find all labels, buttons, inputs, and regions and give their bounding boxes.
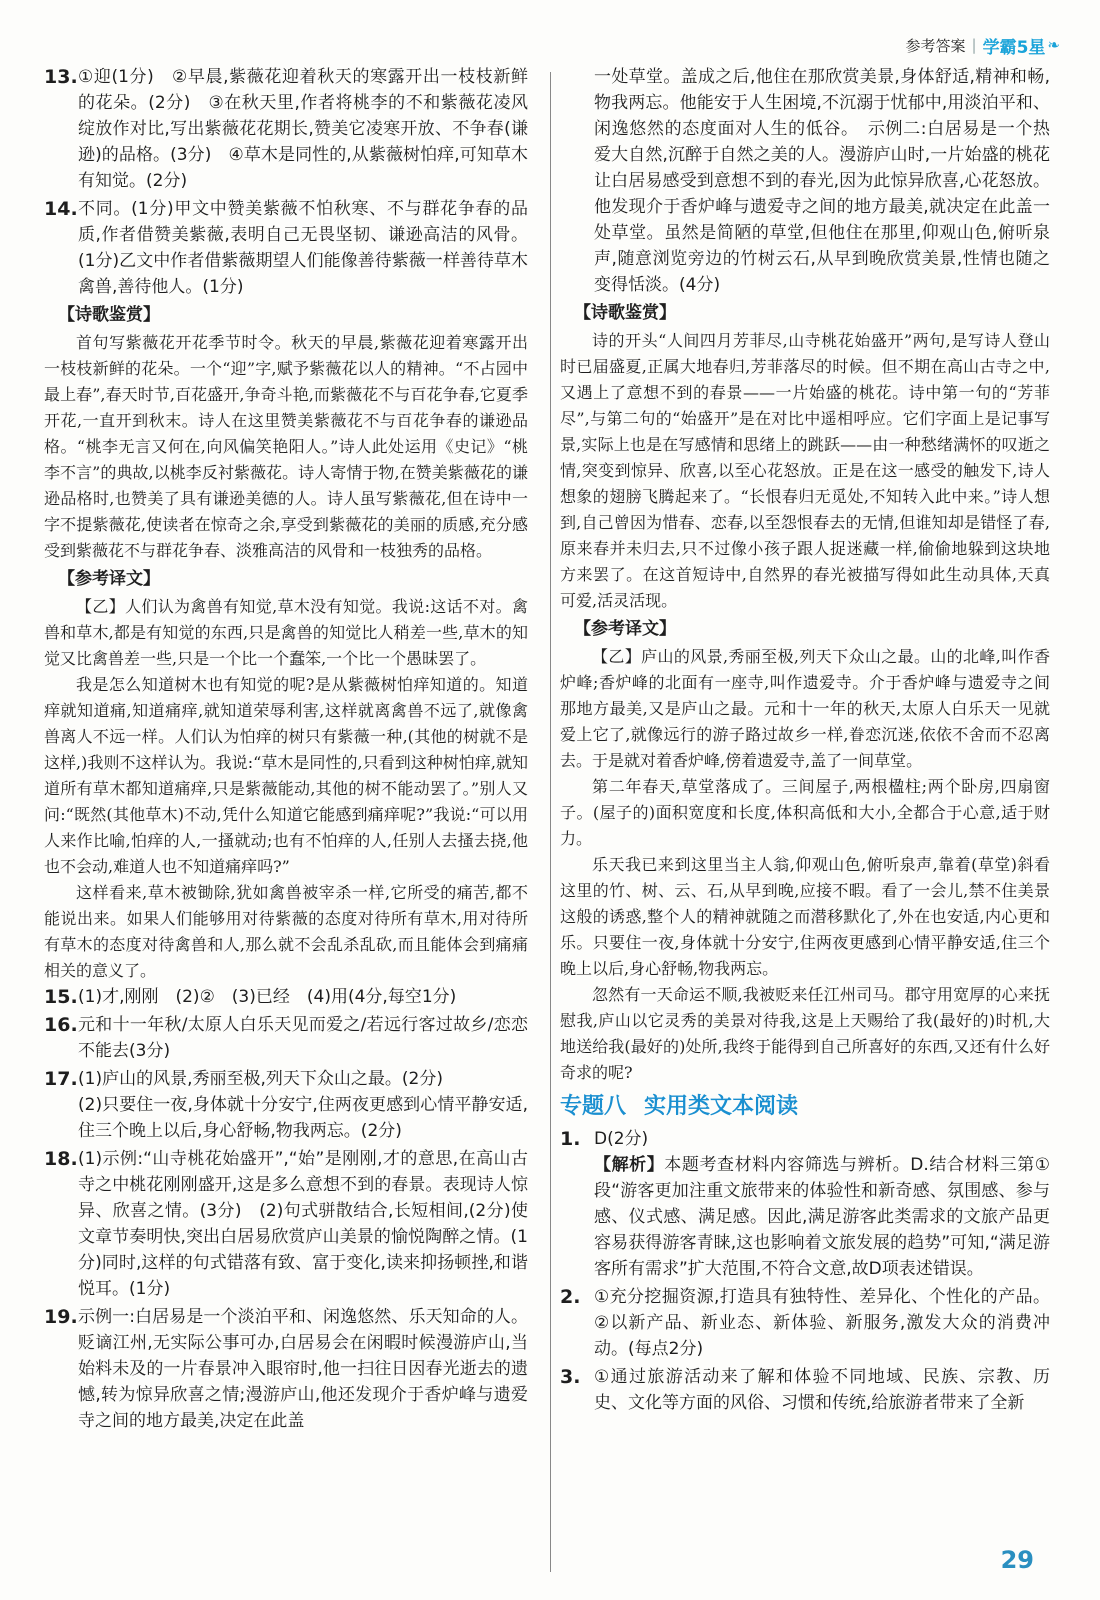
- question-number: 16.: [44, 1014, 78, 1036]
- answer-text: ①通过旅游活动来了解和体验不同地域、民族、宗教、历史、文化等方面的风俗、习惯和传统,给旅游者带来了全新: [594, 1367, 1050, 1413]
- poem-appreciation: [560, 328, 1050, 614]
- answer-text: 一处草堂。盖成之后,他住在那欣赏美景,身体舒适,精神和畅,物我两忘。他能安于人生困境,不沉溺于忧郁中,用淡泊平和、闲逸悠然的态度面对人生的低谷。 示例二:白居易是一个热爱大自然,沉醉于自然之美的人。漫游庐山时,一片始盛的桃花让白居易感受到意想不到的春光,因为此惊异欣喜,心花怒放。他发现介于香炉峰与遗爱寺之间的地方最美,就决定在此盖一处草堂。虽然是简陋的草堂,但他住在那里,仰观山色,俯听泉声,随意浏览旁边的竹树云石,从早到晚欣赏美景,性情也随之变得恬淡。(4分): [594, 67, 1050, 295]
- section-title-translation: 【参考译文】: [574, 619, 676, 639]
- question-number: 1.: [560, 1128, 581, 1150]
- answer-18: [44, 1146, 528, 1302]
- right-column: [560, 64, 1050, 1418]
- translation-paragraph: 忽然有一天命运不顺,我被贬来任江州司马。郡守用宽厚的心来抚慰我,庐山以它灵秀的美景对待我,这是上天赐给了我(最好的)时机,大地送给我(最好的)处所,我终于能得到自己所喜好的东西,又还有什么好奇求的呢?: [560, 985, 1050, 1082]
- page-header: [906, 30, 1061, 60]
- answer-13: [44, 64, 528, 194]
- answer-text: 不同。(1分)甲文中赞美紫薇不怕秋寒、不与群花争春的品质,作者借赞美紫薇,表明自己无畏坚韧、谦逊高洁的风骨。(1分)乙文中作者借紫薇期望人们能像善待紫薇一样善待草木禽兽,善待他人。(1分): [78, 199, 528, 297]
- translation-paragraph: 乐天我已来到这里当主人翁,仰观山色,俯听泉声,靠着(草堂)斜看这里的竹、树、云、石,从早到晚,应接不暇。看了一会儿,禁不住美景这般的诱惑,整个人的精神就随之而潜移默化了,外在也安适,内心更和乐。只要住一夜,身体就十分安宁,住两夜更感到心情平静安适,住三个晚上以后,身心舒畅,物我两忘。: [560, 855, 1050, 978]
- chapter-title: 实用类文本阅读: [644, 1094, 799, 1119]
- left-column: [44, 64, 528, 1436]
- question-number: 14.: [44, 198, 78, 220]
- brand-logo: 学霸5星: [982, 37, 1046, 58]
- answer-text: 元和十一年秋/太原人白乐天见而爱之/若远行客过故乡/恋恋不能去(3分): [78, 1015, 528, 1061]
- answer-16: [44, 1012, 528, 1064]
- answer-19: [44, 1304, 528, 1434]
- analysis-text: [594, 1152, 1050, 1282]
- analysis-label: 【解析】: [594, 1155, 665, 1175]
- translation-paragraph: 我是怎么知道树木也有知觉的呢?是从紫薇树怕痒知道的。知道痒就知道痛,知道痛痒,就知道荣辱利害,这样就离禽兽不远了,就像禽兽离人不远一样。人们认为怕痒的树只有紫薇一种,(其他的树就不是这样,)我则不这样认为。我说:“草木是同性的,只看到这种树怕痒,就知道所有草木都知道痛痒,只是紫薇能动,其他的树不能动罢了。”别人又问:“既然(其他草木)不动,凭什么知道它能感到痛痒呢?”我说:“可以用人来作比喻,怕痒的人,一搔就动;也有不怕痒的人,任别人去搔去挠,他也不会动,难道人也不知道痛痒吗?”: [44, 675, 528, 876]
- leaf-icon: ❧: [1047, 36, 1060, 54]
- answer-15: [44, 984, 528, 1010]
- column-divider: [550, 72, 551, 1572]
- page-number: 29: [1000, 1546, 1034, 1574]
- chapter-prefix: 专题八: [560, 1094, 627, 1119]
- answer-text: (2)只要住一夜,身体就十分安宁,住两夜更感到心情平静安适,住三个晚上以后,身心舒畅,物我两忘。(2分): [78, 1095, 528, 1141]
- question-number: 13.: [44, 66, 78, 88]
- poem-paragraph: 诗的开头“人间四月芳菲尽,山寺桃花始盛开”两句,是写诗人登山时已届盛夏,正属大地春归,芳菲落尽的时候。但不期在高山古寺之中,又遇上了意想不到的春景——一片始盛的桃花。诗中第一句的“芳菲尽”,与第二句的“始盛开”是在对比中遥相呼应。它们字面上是记事写景,实际上也是在写感情和思绪上的跳跃——由一种愁绪满怀的叹逝之情,突变到惊异、欣喜,以至心花怒放。正是在这一感受的触发下,诗人想象的翅膀飞腾起来了。“长恨春归无觅处,不知转入此中来。”诗人想到,自己曾因为惜春、恋春,以至怨恨春去的无情,但谁知却是错怪了春,原来春并未归去,只不过像小孩子跟人捉迷藏一样,偷偷地躲到这块地方来罢了。在这首短诗中,自然界的春光被描写得如此生动具体,天真可爱,活灵活现。: [560, 331, 1050, 610]
- answer-text: (1)示例:“山寺桃花始盛开”,“始”是刚刚,才的意思,在高山古寺之中桃花刚刚盛开,这是多么意想不到的春景。表现诗人惊异、欣喜之情。(3分) (2)句式骈散结合,长短相间,(2分)使文章节奏明快,突出白居易欣赏庐山美景的愉悦陶醉之情。(1分)同时,这样的句式错落有致、富于变化,读来抑扬顿挫,和谐悦耳。(1分): [78, 1149, 528, 1299]
- answer-17: [44, 1066, 528, 1144]
- reference-translation: [44, 594, 528, 984]
- reference-translation: [560, 644, 1050, 1086]
- translation-paragraph: 第二年春天,草堂落成了。三间屋子,两根楹柱;两个卧房,四扇窗子。(屋子的)面积宽度和长度,体积高低和大小,全都合于心意,适于财力。: [560, 777, 1050, 848]
- question-number: 18.: [44, 1148, 78, 1170]
- header-divider: |: [971, 36, 977, 54]
- answer-1: [560, 1126, 1050, 1282]
- section-title-poem: 【诗歌鉴赏】: [574, 303, 676, 323]
- answer-text: (1)庐山的风景,秀丽至极,列天下众山之最。(2分): [78, 1069, 443, 1089]
- section-title-translation: 【参考译文】: [58, 569, 160, 589]
- question-number: 2.: [560, 1286, 581, 1308]
- answer-2: [560, 1284, 1050, 1362]
- poem-paragraph: 首句写紫薇花开花季节时令。秋天的早晨,紫薇花迎着寒露开出一枝枝新鲜的花朵。一个“迎”字,赋予紫薇花以人的精神。“不占园中最上春”,春天时节,百花盛开,争奇斗艳,而紫薇花不与百花争春,它夏季开花,一直开到秋末。诗人在这里赞美紫薇花不与百花争春的谦逊品格。“桃李无言又何在,向风偏笑艳阳人。”诗人此处运用《史记》“桃李不言”的典故,以桃李反衬紫薇花。诗人寄情于物,在赞美紫薇花的谦逊品格时,也赞美了具有谦逊美德的人。诗人虽写紫薇花,但在诗中一字不提紫薇花,使读者在惊奇之余,享受到紫薇花的美丽的质感,充分感受到紫薇花不与群花争春、淡雅高洁的风骨和一枝独秀的品格。: [44, 333, 528, 560]
- translation-paragraph: 这样看来,草木被锄除,犹如禽兽被宰杀一样,它所受的痛苦,都不能说出来。如果人们能够用对待紫薇的态度对待所有草木,用对待所有草木的态度对待禽兽和人,那么就不会乱杀乱砍,而且能体会到痛痛相关的意义了。: [44, 883, 528, 980]
- question-number: 3.: [560, 1366, 581, 1388]
- answer-19-continued: [560, 64, 1050, 298]
- answer-text: ①迎(1分) ②早晨,紫薇花迎着秋天的寒露开出一枝枝新鲜的花朵。(2分) ③在秋天里,作者将桃李的不和紫薇花凌风绽放作对比,写出紫薇花花期长,赞美它凌寒开放、不争春(谦逊)的品格。(3分) ④草木是同性的,从紫薇树怕痒,可知草木有知觉。(2分): [78, 67, 528, 191]
- translation-paragraph: 【乙】人们认为禽兽有知觉,草木没有知觉。我说:这话不对。禽兽和草木,都是有知觉的东西,只是禽兽的知觉比人稍差一些,草木的知觉又比禽兽差一些,只是一个比一个蠢笨,一个比一个愚昧罢了。: [44, 597, 528, 668]
- translation-paragraph: 【乙】庐山的风景,秀丽至极,列天下众山之最。山的北峰,叫作香炉峰;香炉峰的北面有一座寺,叫作遗爱寺。介于香炉峰与遗爱寺之间那地方最美,又是庐山之最。元和十一年的秋天,太原人白乐天一见就爱上它了,就像远行的游子路过故乡一样,眷恋沉迷,依依不舍而不忍离去。于是就对着香炉峰,傍着遗爱寺,盖了一间草堂。: [560, 647, 1050, 770]
- poem-appreciation: [44, 330, 528, 564]
- question-number: 19.: [44, 1306, 78, 1328]
- chapter-heading: [560, 1092, 1050, 1122]
- header-section: 参考答案: [905, 36, 966, 55]
- answer-14: [44, 196, 528, 300]
- section-title-poem: 【诗歌鉴赏】: [58, 305, 160, 325]
- question-number: 17.: [44, 1068, 78, 1090]
- analysis-body: 本题考查材料内容筛选与辨析。D.结合材料三第①段“游客更加注重文旅带来的体验性和新奇感、氛围感、参与感、仪式感、满足感。因此,满足游客此类需求的文旅产品更容易获得游客青睐,这也影响着文旅发展的趋势”可知,“满足游客所有需求”扩大范围,不符合文意,故D项表述错误。: [594, 1155, 1051, 1279]
- answer-text: D(2分): [594, 1129, 649, 1149]
- answer-text: (1)才,刚刚 (2)② (3)已经 (4)用(4分,每空1分): [78, 987, 457, 1007]
- answer-text: ①充分挖掘资源,打造具有独特性、差异化、个性化的产品。②以新产品、新业态、新体验、新服务,激发大众的消费冲动。(每点2分): [594, 1287, 1050, 1359]
- question-number: 15.: [44, 986, 78, 1008]
- answer-3: [560, 1364, 1050, 1416]
- answer-text: 示例一:白居易是一个淡泊平和、闲逸悠然、乐天知命的人。贬谪江州,无实际公事可办,白居易会在闲暇时候漫游庐山,当始料未及的一片春景冲入眼帘时,他一扫往日因春光逝去的遗憾,转为惊异欣喜之情;漫游庐山,他还发现介于香炉峰与遗爱寺之间的地方最美,决定在此盖: [78, 1307, 528, 1431]
